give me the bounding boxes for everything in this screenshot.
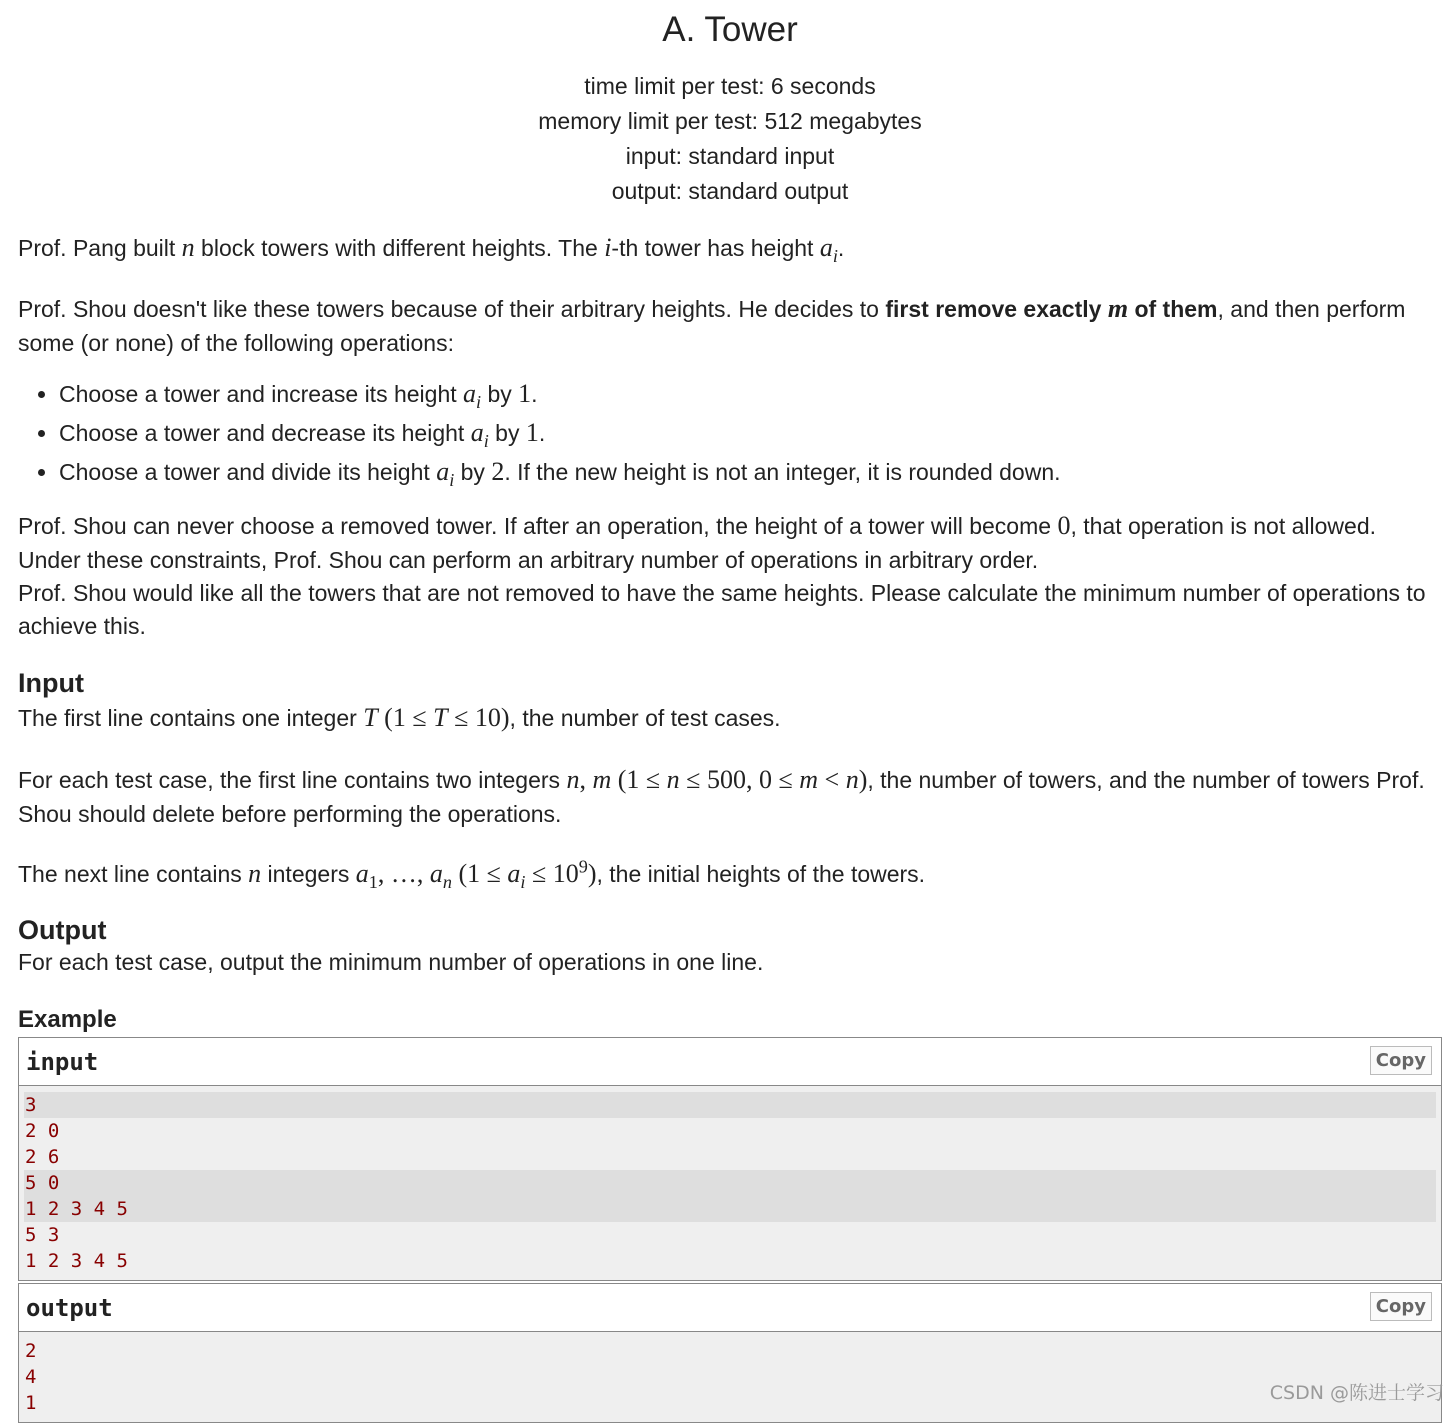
list-item: • Choose a tower and divide its height $a_i$ by 2. If the new height is not an integer, it is rounded down.: [59, 452, 1442, 491]
sample-line: 5 3: [25, 1224, 60, 1247]
watermark: CSDN @陈进士学习: [1269, 1381, 1444, 1404]
sample-line: 1 2 3 4 5: [25, 1250, 128, 1273]
output-file: output: standard output: [611, 178, 849, 204]
time-limit: time limit per test: 6 seconds: [584, 73, 876, 99]
sample-line: 5 0: [24, 1170, 1436, 1196]
statement-paragraph-3: Prof. Shou can never choose a removed tower. If after an operation, the height of a tower will become 0, that operation is not allowed.: [18, 511, 1377, 541]
sample-output-header: [19, 1283, 1441, 1332]
input-line-2: For each test case, the first line contains two integers n, m (1 ≤ n ≤ 500, 0 ≤ m < n), the number of towers, and the number of towers Prof. Shou should delete before performing the operations.: [18, 764, 1425, 827]
problem-title: A. Tower: [662, 10, 798, 49]
problem-statement: [18, 0, 1442, 1423]
output-description: For each test case, output the minimum number of operations in one line.: [18, 949, 764, 976]
sample-input: [18, 1037, 1442, 1281]
sample-input-header: [19, 1038, 1441, 1086]
sample-input-label: input: [26, 1048, 99, 1077]
input-line-1: The first line contains one integer T (1 ≤ T ≤ 10), the number of test cases.: [18, 703, 781, 733]
problem-header: [18, 0, 1442, 209]
output-heading: Output: [18, 914, 107, 945]
copy-input-button[interactable]: Copy: [1370, 1046, 1432, 1075]
sample-line: 1 2 3 4 5: [24, 1196, 1436, 1222]
sample-input-body[interactable]: [19, 1086, 1441, 1280]
sample-output: [18, 1283, 1442, 1423]
copy-output-button[interactable]: Copy: [1370, 1292, 1432, 1321]
memory-limit: memory limit per test: 512 megabytes: [538, 108, 922, 134]
input-file: input: standard input: [625, 143, 835, 169]
sample-line: 4: [25, 1366, 37, 1389]
sample-line: 2: [25, 1340, 37, 1363]
sample-line: 1: [25, 1392, 37, 1415]
input-heading: Input: [18, 668, 84, 699]
example-heading: Example: [18, 1006, 117, 1034]
sample-line: 3: [24, 1092, 1436, 1118]
input-line-3: The next line contains n integers $a_1$, …, $a_n$ $(1 \le a_i \le 10^9)$, the initial heights of the towers.: [18, 855, 926, 892]
list-item: • Choose a tower and increase its height $a_i$ by 1.: [59, 374, 1442, 413]
statement-paragraph-4: Under these constraints, Prof. Shou can perform an arbitrary number of operations in arbitrary order.: [18, 547, 1039, 574]
operations-list: [18, 374, 1442, 491]
list-item: • Choose a tower and decrease its height $a_i$ by 1.: [59, 413, 1442, 452]
statement-paragraph-5: Prof. Shou would like all the towers that are not removed to have the same heights. Please calculate the minimum number of operations to achieve this.: [18, 580, 1426, 640]
sample-line: 2 6: [25, 1146, 60, 1169]
sample-line: 2 0: [25, 1120, 60, 1143]
statement-paragraph-2: Prof. Shou doesn't like these towers because of their arbitrary heights. He decides to first remove exactly m of them, and then perform some (or none) of the following operations:: [18, 294, 1406, 357]
sample-output-label: output: [26, 1294, 113, 1323]
statement-paragraph-1: Prof. Pang built n block towers with different heights. The i-th tower has height $a_i$.: [18, 233, 845, 267]
sample-output-body[interactable]: [19, 1332, 1441, 1422]
